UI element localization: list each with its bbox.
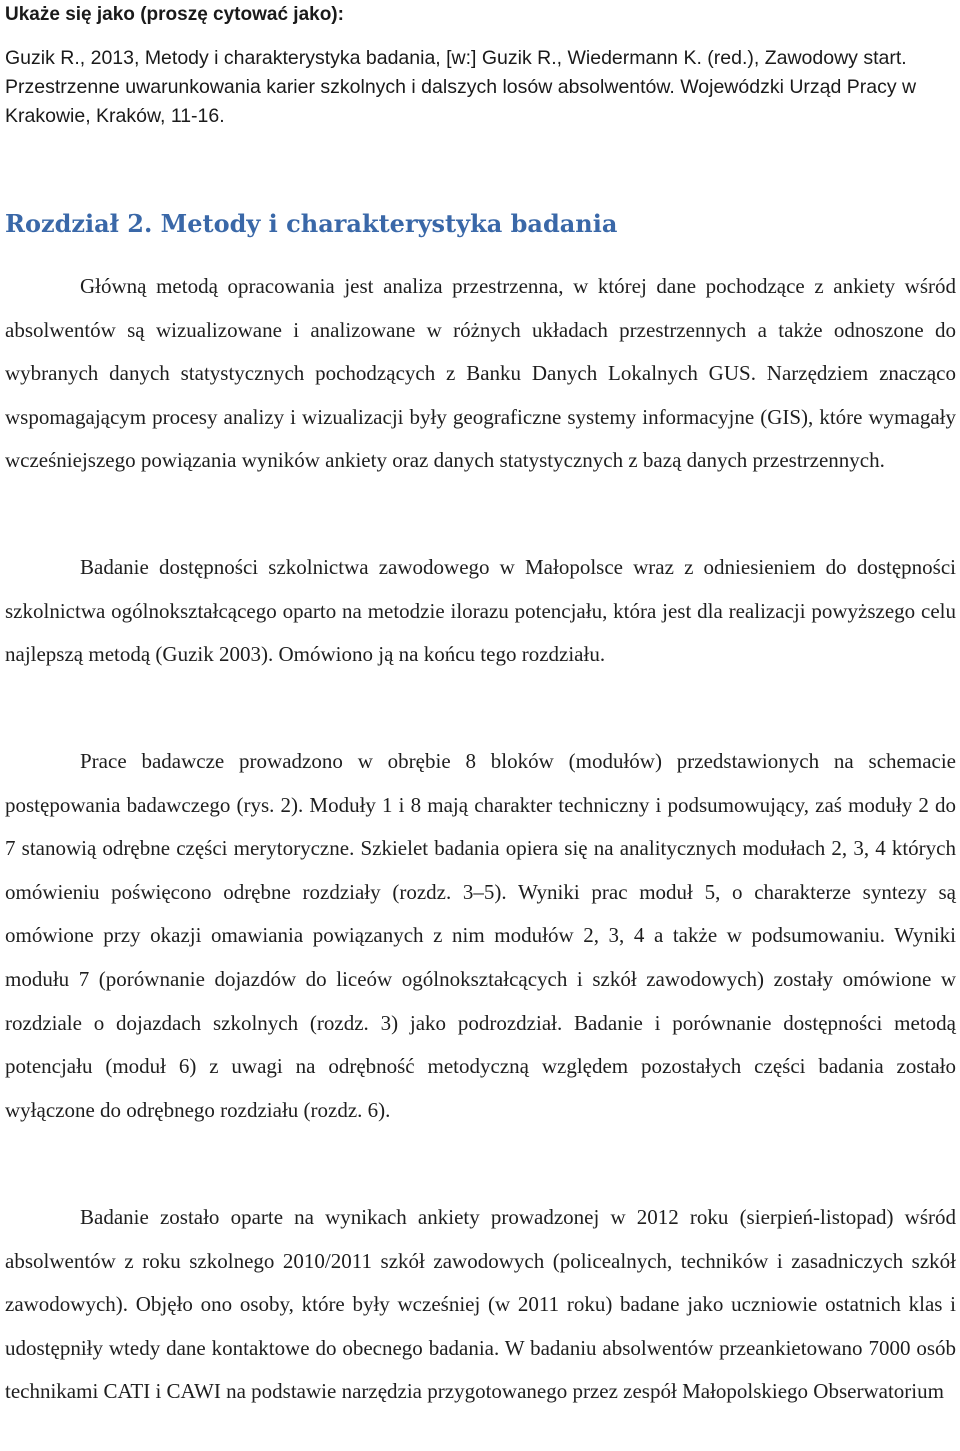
citation-text: Guzik R., 2013, Metody i charakterystyka badania, [w:] Guzik R., Wiedermann K. (red.), Zawodowy start. Przestrzenne uwarunkowania karier szkolnych i dalszych losów absolwentów. Wojewódzki Urząd Pracy w Krakowie, Kraków, 11-16. (5, 47, 917, 127)
paragraph-accessibility: Badanie dostępności szkolnictwa zawodowego w Małopolsce wraz z odniesieniem do dostępności szkolnictwa ogólnokształcącego oparto na metodzie ilorazu potencjału, która jest dla realizacji powyższego celu najlepszą metodą (Guzik 2003). Omówiono ją na końcu tego rozdziału. (5, 555, 956, 667)
paragraph-modules: Prace badawcze prowadzono w obrębie 8 bloków (modułów) przedstawionych na schemacie postępowania badawczego (rys. 2). Moduły 1 i 8 mają charakter techniczny i podsumowujący, zaś moduły 2 do 7 stanowią odrębne części merytoryczne. Szkielet badania opiera się na analitycznych modułach 2, 3, 4 których omówieniu poświęcono odrębne rozdziały (rozdz. 3–5). Wyniki prac moduł 5, o charakterze syntezy są omówione przy okazji omawiania powiązanych z nim modułów 2, 3, 4 a także w podsumowaniu. Wyniki modułu 7 (porównanie dojazdów do liceów ogólnokształcących i szkół zawodowych) zostały omówione w rozdziale o dojazdach szkolnych (rozdz. 3) jako podrozdział. Badanie i porównanie dostępności metodą potencjału (moduł 6) z uwagi na odrębność metodyczną względem pozostałych części badania zostało wyłączone do odrębnego rozdziału (rozdz. 6). (5, 749, 956, 1122)
paragraph-survey: Badanie zostało oparte na wynikach ankiety prowadzonej w 2012 roku (sierpień-listopad) wśród absolwentów z roku szkolnego 2010/2011 szkół zawodowych (policealnych, techników i zasadniczych szkół zawodowych). Objęło ono osoby, które były wcześniej (w 2011 roku) badane jako uczniowie ostatnich klas i udostępniły wtedy dane kontaktowe do obecnego badania. W badaniu absolwentów przeankietowano 7000 osób technikami CATI i CAWI na podstawie narzędzia przygotowanego przez zespół Małopolskiego Obserwatorium (5, 1205, 956, 1404)
citation-heading: Ukaże się jako (proszę cytować jako): (5, 4, 344, 25)
chapter-title: Rozdział 2. Metody i charakterystyka badania (5, 209, 618, 238)
paragraph-methods: Główną metodą opracowania jest analiza przestrzenna, w której dane pochodzące z ankiety wśród absolwentów są wizualizowane i analizowane w różnych układach przestrzennych a także odnoszone do wybranych danych statystycznych pochodzących z Banku Danych Lokalnych GUS. Narzędziem znacząco wspomagającym procesy analizy i wizualizacji były geograficzne systemy informacyjne (GIS), które wymagały wcześniejszego powiązania wyników ankiety oraz danych statystycznych z bazą danych przestrzennych. (5, 274, 956, 473)
